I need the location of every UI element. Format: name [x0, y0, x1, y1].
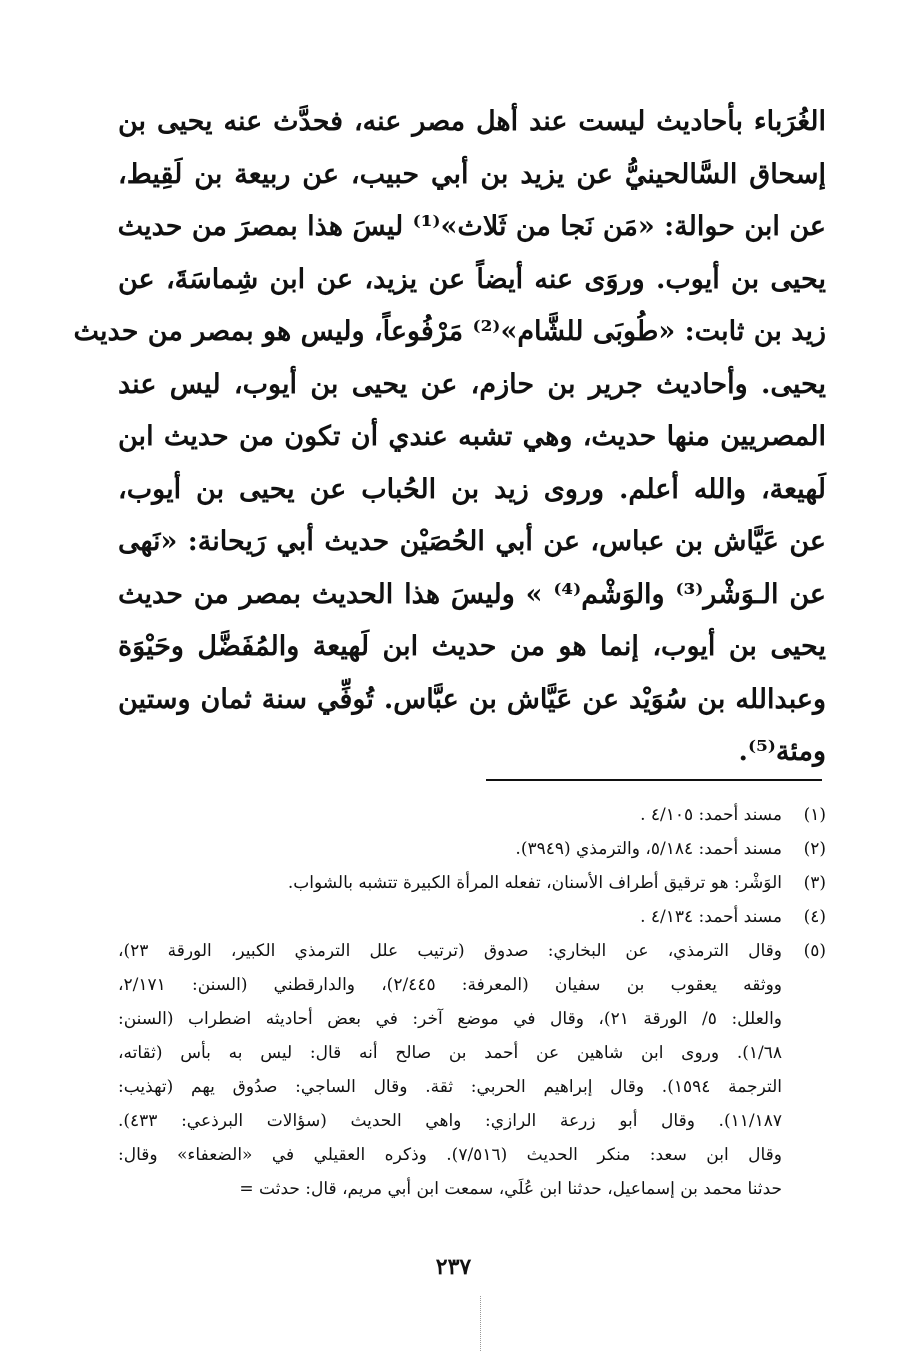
text-line: المصريين منها حديث، وهي تشبه عندي أن تكون من حديث ابن: [118, 421, 826, 452]
footnote-line: ١١/١٨٧). وقال أبو زرعة الرازي: واهي الحديث (سؤالات البرذعي: ٤٣٣).: [118, 1111, 782, 1131]
text-line: لَهيعة، والله أعلم. وروى زيد بن الحُباب عن يحيى بن أيوب،: [118, 473, 826, 505]
text-line: إسحاق السَّالحينيُّ عن يزيد بن أبي حبيب، عن ربيعة بن لَقِيط،: [118, 158, 826, 190]
footnote-line: والعلل: ٥/ الورقة ٢١)، وقال في موضع آخر: في بعض أحاديثه اضطراب (السنن:: [118, 1009, 783, 1029]
footnote-line: وقال الترمذي، عن البخاري: صدوق (ترتيب علل الترمذي الكبير، الورقة ٢٣)،: [118, 941, 782, 961]
text-line: الغُرَباء بأحاديث ليست عند أهل مصر عنه، فحدَّث عنه يحيى بن: [118, 106, 826, 137]
text-line: ومئة⁽⁵⁾.: [738, 736, 826, 767]
footnote-line: مسند أحمد: ٤/١٠٥ .: [640, 805, 782, 825]
page-number: ٢٣٧: [435, 1254, 472, 1280]
text-line: يحيى بن أيوب، إنما هو من حديث ابن لَهيعة والمُفَضَّل وحَيْوَة: [118, 631, 826, 662]
footnote-line: الترجمة ١٥٩٤). وقال إبراهيم الحربي: ثقة. وقال الساجي: صدُوق يهم (تهذيب:: [118, 1077, 782, 1097]
footnote-line: حدثنا محمد بن إسماعيل، حدثنا ابن عُلَي، سمعت ابن أبي مريم، قال: حدثت =: [239, 1179, 782, 1199]
footnote-number: (٢): [803, 839, 826, 859]
text-line: يحيى بن أيوب. وروَى عنه أيضاً عن يزيد، عن ابن شِماسَةَ، عن: [118, 263, 826, 295]
footnotes: [118, 798, 826, 1206]
footnote-line: مسند أحمد: ٥/١٨٤، والترمذي (٣٩٤٩).: [515, 839, 782, 859]
text-line: عن ابن حوالة: «مَن نَجا من ثَلاث»⁽¹⁾ ليسَ هذا بمصرَ من حديث: [117, 211, 826, 242]
footnote: [118, 934, 826, 1206]
footnote-number: (٣): [803, 873, 826, 893]
binding-fold: [480, 1296, 481, 1351]
footnote: [118, 832, 826, 866]
footnote: [118, 798, 826, 832]
footnote-line: ١/٦٨). وروى ابن شاهين عن أحمد بن صالح أنه قال: ليس به بأس (ثقاته،: [118, 1043, 782, 1063]
footnote-line: ووثقه يعقوب بن سفيان (المعرفة: ٢/٤٤٥)، والدارقطني (السنن: ٢/١٧١،: [118, 975, 782, 995]
text-line: وعبدالله بن سُوَيْد عن عَيَّاش بن عبَّاس. تُوفِّي سنة ثمان وستين: [118, 683, 826, 715]
text-line: عن عَيَّاش بن عباس، عن أبي الحُصَيْن حديث أبي رَيحانة: «نَهى: [118, 526, 826, 557]
footnote-number: (١): [803, 805, 826, 825]
footnote-separator: [486, 779, 822, 781]
text-line: عن الـوَشْر⁽³⁾ والوَشْم⁽⁴⁾ » وليسَ هذا الحديث بمصر من حديث: [118, 578, 827, 610]
text-line: يحيى. وأحاديث جرير بن حازم، عن يحيى بن أيوب، ليس عند: [118, 368, 826, 400]
footnote-line: وقال ابن سعد: منكر الحديث (٧/٥١٦). وذكره العقيلي في «الضعفاء» وقال:: [118, 1145, 782, 1165]
footnote: [118, 866, 826, 900]
footnote-number: (٥): [803, 941, 826, 961]
footnote-line: الوَشْر: هو ترقيق أطراف الأسنان، تفعله المرأة الكبيرة تتشبه بالشواب.: [287, 873, 782, 893]
text-line: زيد بن ثابت: «طُوبَى للشَّام»⁽²⁾ مَرْفُوعاً، وليس هو بمصر من حديث: [73, 316, 826, 347]
footnote-number: (٤): [803, 907, 826, 927]
main-text: [73, 96, 827, 779]
footnote: [118, 900, 826, 934]
footnote-line: مسند أحمد: ٤/١٣٤ .: [640, 907, 782, 927]
